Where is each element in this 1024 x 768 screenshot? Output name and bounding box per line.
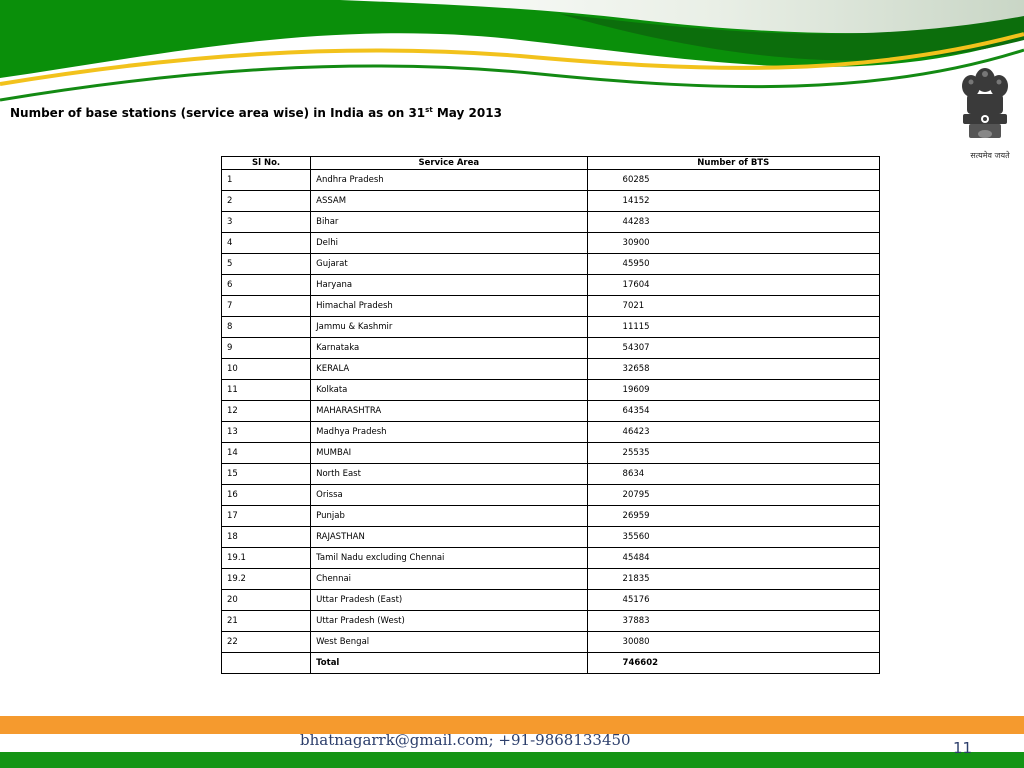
title-main: Number of base stations (service area wise) in India as on 31 bbox=[10, 106, 426, 120]
cell-service-area: RAJASTHAN bbox=[311, 527, 587, 548]
cell-sl-no: 6 bbox=[222, 275, 311, 296]
cell-service-area: Punjab bbox=[311, 506, 587, 527]
cell-sl-no: 10 bbox=[222, 359, 311, 380]
table-body bbox=[222, 170, 880, 674]
cell-sl-no: 14 bbox=[222, 443, 311, 464]
cell-service-area: Uttar Pradesh (East) bbox=[311, 590, 587, 611]
cell-sl-no: 2 bbox=[222, 191, 311, 212]
cell-bts-count: 17604 bbox=[587, 275, 879, 296]
cell-service-area: North East bbox=[311, 464, 587, 485]
cell-bts-count: 46423 bbox=[587, 422, 879, 443]
cell-bts-count: 37883 bbox=[587, 611, 879, 632]
table-row bbox=[222, 485, 880, 506]
total-label: Total bbox=[311, 653, 587, 674]
footer-contact: bhatnagarrk@gmail.com; +91-9868133450 bbox=[300, 731, 631, 749]
table-row bbox=[222, 422, 880, 443]
cell-sl-no: 7 bbox=[222, 296, 311, 317]
cell-bts-count: 32658 bbox=[587, 359, 879, 380]
cell-sl-no: 15 bbox=[222, 464, 311, 485]
header-sl-no: Sl No. bbox=[222, 157, 311, 170]
cell-service-area: Tamil Nadu excluding Chennai bbox=[311, 548, 587, 569]
table-row bbox=[222, 338, 880, 359]
table-row bbox=[222, 527, 880, 548]
cell-bts-count: 45950 bbox=[587, 254, 879, 275]
cell-sl-no: 4 bbox=[222, 233, 311, 254]
header-service-area: Service Area bbox=[311, 157, 587, 170]
cell-sl-no: 3 bbox=[222, 212, 311, 233]
cell-bts-count: 30080 bbox=[587, 632, 879, 653]
cell-bts-count: 14152 bbox=[587, 191, 879, 212]
cell-bts-count: 45176 bbox=[587, 590, 879, 611]
title-tail: May 2013 bbox=[432, 106, 502, 120]
cell-bts-count: 8634 bbox=[587, 464, 879, 485]
table-row bbox=[222, 296, 880, 317]
cell-bts-count: 26959 bbox=[587, 506, 879, 527]
cell-sl-no: 20 bbox=[222, 590, 311, 611]
cell-service-area: Himachal Pradesh bbox=[311, 296, 587, 317]
cell-sl-no: 5 bbox=[222, 254, 311, 275]
table-row bbox=[222, 401, 880, 422]
cell-service-area: Andhra Pradesh bbox=[311, 170, 587, 191]
table-row bbox=[222, 275, 880, 296]
cell-sl-no: 22 bbox=[222, 632, 311, 653]
table-row bbox=[222, 212, 880, 233]
cell-bts-count: 21835 bbox=[587, 569, 879, 590]
cell-sl-no: 8 bbox=[222, 317, 311, 338]
cell-sl-no: 19.2 bbox=[222, 569, 311, 590]
header-wave-graphic bbox=[0, 0, 1024, 115]
cell-service-area: West Bengal bbox=[311, 632, 587, 653]
cell-service-area: Kolkata bbox=[311, 380, 587, 401]
cell-bts-count: 20795 bbox=[587, 485, 879, 506]
bts-table bbox=[221, 156, 880, 674]
table-row bbox=[222, 359, 880, 380]
cell-service-area: Madhya Pradesh bbox=[311, 422, 587, 443]
cell-sl-no bbox=[222, 653, 311, 674]
cell-bts-count: 60285 bbox=[587, 170, 879, 191]
table-row bbox=[222, 233, 880, 254]
table-row bbox=[222, 464, 880, 485]
table-row bbox=[222, 548, 880, 569]
cell-sl-no: 16 bbox=[222, 485, 311, 506]
cell-bts-count: 44283 bbox=[587, 212, 879, 233]
cell-service-area: Gujarat bbox=[311, 254, 587, 275]
cell-bts-count: 35560 bbox=[587, 527, 879, 548]
table-row bbox=[222, 611, 880, 632]
table-row bbox=[222, 254, 880, 275]
cell-service-area: Karnataka bbox=[311, 338, 587, 359]
cell-service-area: Jammu & Kashmir bbox=[311, 317, 587, 338]
table-row bbox=[222, 569, 880, 590]
table-row bbox=[222, 380, 880, 401]
cell-bts-count: 54307 bbox=[587, 338, 879, 359]
cell-bts-count: 64354 bbox=[587, 401, 879, 422]
table-row bbox=[222, 632, 880, 653]
cell-sl-no: 21 bbox=[222, 611, 311, 632]
cell-bts-count: 25535 bbox=[587, 443, 879, 464]
table-row bbox=[222, 317, 880, 338]
page-number: 11 bbox=[953, 739, 973, 757]
cell-service-area: KERALA bbox=[311, 359, 587, 380]
cell-sl-no: 1 bbox=[222, 170, 311, 191]
cell-service-area: Delhi bbox=[311, 233, 587, 254]
cell-bts-count: 19609 bbox=[587, 380, 879, 401]
cell-bts-count: 7021 bbox=[587, 296, 879, 317]
cell-service-area: ASSAM bbox=[311, 191, 587, 212]
cell-sl-no: 13 bbox=[222, 422, 311, 443]
cell-sl-no: 17 bbox=[222, 506, 311, 527]
cell-service-area: Uttar Pradesh (West) bbox=[311, 611, 587, 632]
cell-bts-count: 45484 bbox=[587, 548, 879, 569]
cell-service-area: Haryana bbox=[311, 275, 587, 296]
total-value: 746602 bbox=[587, 653, 879, 674]
table-row bbox=[222, 506, 880, 527]
cell-bts-count: 11115 bbox=[587, 317, 879, 338]
header-number-of-bts: Number of BTS bbox=[587, 157, 879, 170]
cell-service-area: MAHARASHTRA bbox=[311, 401, 587, 422]
table-header-row bbox=[222, 157, 880, 170]
cell-sl-no: 11 bbox=[222, 380, 311, 401]
cell-bts-count: 30900 bbox=[587, 233, 879, 254]
cell-sl-no: 12 bbox=[222, 401, 311, 422]
table-row bbox=[222, 170, 880, 191]
cell-sl-no: 18 bbox=[222, 527, 311, 548]
table-row bbox=[222, 590, 880, 611]
table-row bbox=[222, 443, 880, 464]
cell-sl-no: 19.1 bbox=[222, 548, 311, 569]
cell-service-area: Bihar bbox=[311, 212, 587, 233]
cell-service-area: MUMBAI bbox=[311, 443, 587, 464]
table-row bbox=[222, 191, 880, 212]
cell-sl-no: 9 bbox=[222, 338, 311, 359]
cell-service-area: Chennai bbox=[311, 569, 587, 590]
cell-service-area: Orissa bbox=[311, 485, 587, 506]
title-superscript: st bbox=[425, 106, 433, 114]
footer-green-band bbox=[0, 752, 1024, 768]
emblem-motto: सत्यमेव जयते bbox=[970, 151, 1010, 160]
table-total-row bbox=[222, 653, 880, 674]
slide-title bbox=[10, 106, 502, 120]
emblem-logo bbox=[955, 62, 1015, 162]
